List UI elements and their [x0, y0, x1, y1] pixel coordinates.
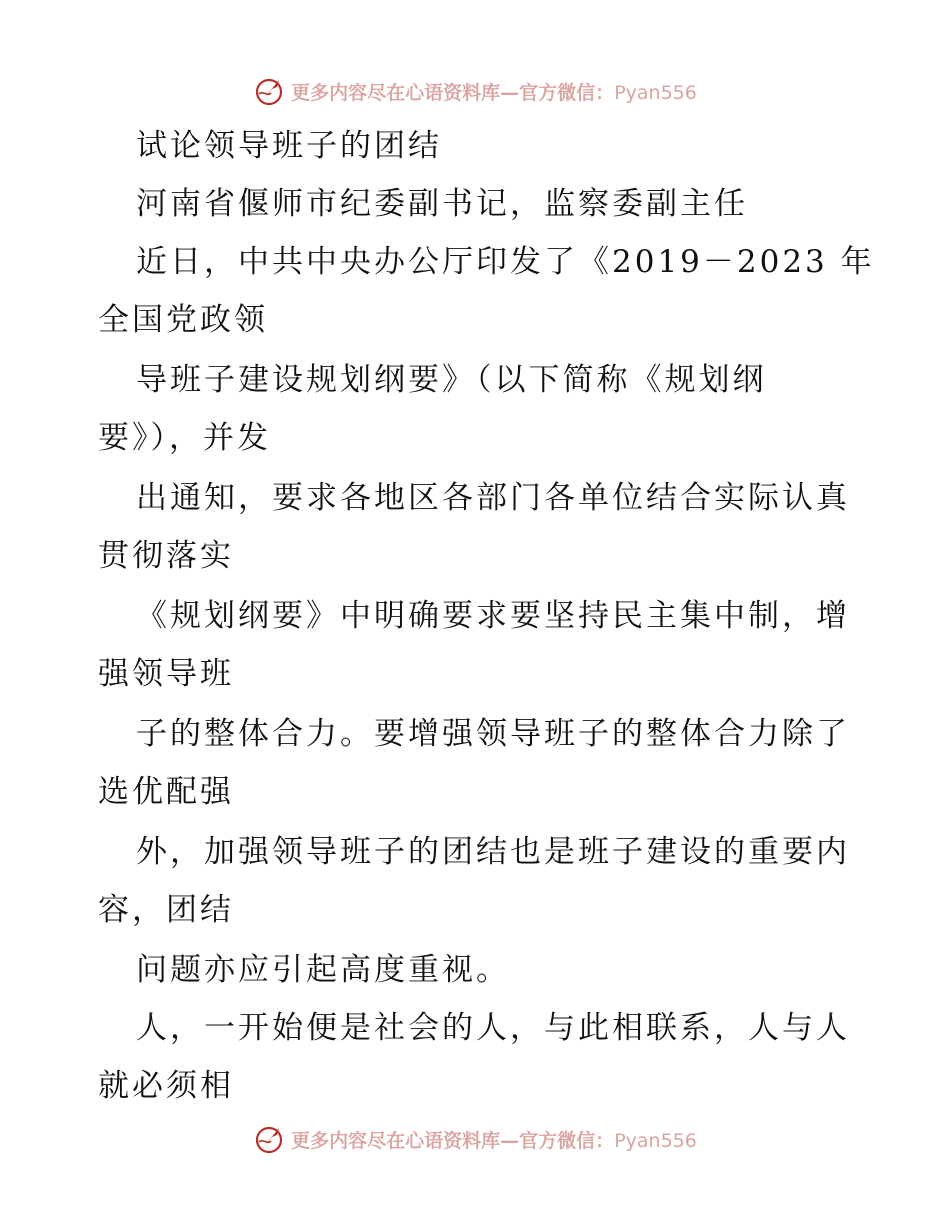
watermark-main: 更多内容尽在心语资料库 [291, 1129, 501, 1152]
watermark-text [291, 1126, 697, 1153]
text-line: 出通知，要求各地区各部门各单位结合实际认真 [136, 480, 850, 516]
author-line: 河南省偃师市纪委副书记，监察委副主任 [136, 186, 748, 222]
text-line: 贯彻落实 [98, 538, 234, 574]
watermark-text [291, 78, 697, 105]
text-line: 全国党政领 [98, 302, 268, 338]
quill-logo-icon [253, 75, 285, 107]
text-line: 近日，中共中央办公厅印发了《2019－2023 年 [136, 244, 875, 280]
watermark-main: 更多内容尽在心语资料库 [291, 81, 501, 104]
header-watermark [0, 74, 950, 108]
quill-logo-icon [253, 1123, 285, 1155]
watermark-id: Pyan556 [614, 81, 697, 104]
text-line: 问题亦应引起高度重视。 [136, 952, 510, 988]
text-line: 人，一开始便是社会的人，与此相联系，人与人 [136, 1010, 850, 1046]
text-line: 《规划纲要》中明确要求要坚持民主集中制，增 [136, 598, 850, 634]
text-line: 导班子建设规划纲要》（以下简称《规划纲 [136, 362, 767, 398]
text-line: 强领导班 [98, 656, 234, 692]
text-line: 容，团结 [98, 892, 234, 928]
document-title: 试论领导班子的团结 [136, 128, 442, 164]
text-line: 选优配强 [98, 774, 234, 810]
text-line: 子的整体合力。要增强领导班子的整体合力除了 [136, 716, 850, 752]
watermark-dash: — [500, 1129, 520, 1152]
watermark-wechat: 官方微信： [519, 1129, 615, 1152]
watermark-id: Pyan556 [614, 1129, 697, 1152]
footer-watermark [0, 1122, 950, 1156]
text-line: 要》），并发 [98, 420, 271, 456]
text-line: 外，加强领导班子的团结也是班子建设的重要内 [136, 834, 850, 870]
watermark-wechat: 官方微信： [519, 81, 615, 104]
text-line: 就必须相 [98, 1068, 234, 1104]
watermark-dash: — [500, 81, 520, 104]
